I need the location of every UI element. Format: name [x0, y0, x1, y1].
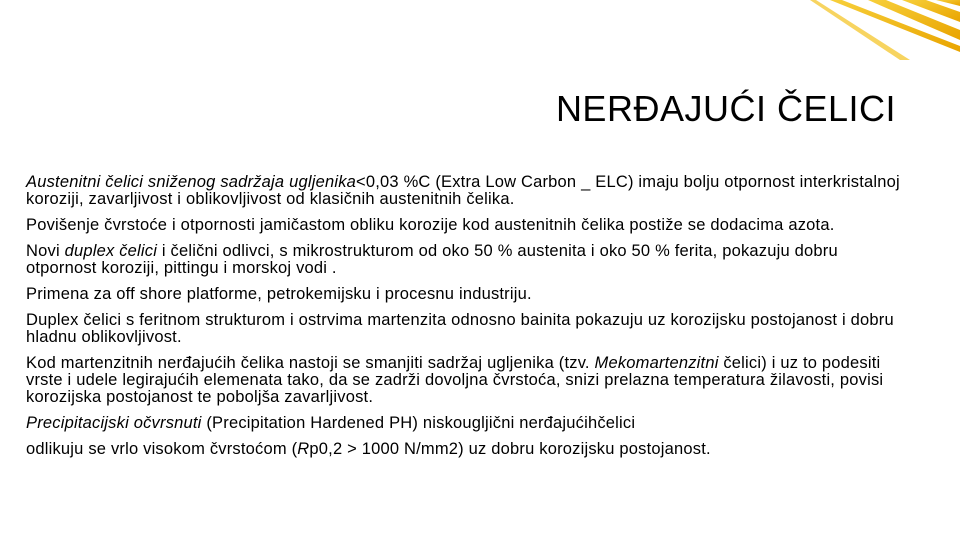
slide-body: [26, 174, 906, 466]
paragraph-strength: [26, 441, 906, 458]
italic-term: Mekomartenzitni: [594, 354, 719, 372]
paragraph-duplex-ferrite: [26, 312, 906, 346]
paragraph-text: (Precipitation Hardened PH) niskougljični nerđajućihčelici: [201, 414, 636, 432]
paragraph-text: i čelični odlivci, s mikrostrukturom od oko 50 % austenita i oko 50 % ferita, pokazuju dobru otpornost koroziji, pittingu i morskoj vodi .: [26, 242, 838, 277]
gold-stripes-decoration: [790, 0, 960, 60]
slide-title: NERĐAJUĆI ČELICI: [555, 88, 896, 129]
italic-term: duplex čelici: [64, 242, 158, 260]
paragraph-text: odlikuju se vrlo visokom čvrstoćom (: [26, 440, 298, 458]
paragraph-text: <0,03 %C (Extra Low Carbon _ ELC) imaju bolju otpornost interkristalnoj koroziji, zavarljivost i oblikovljivost od klasičnih austenitnih čelika.: [26, 173, 900, 208]
paragraph-precipitation: [26, 415, 906, 432]
paragraph-text: Kod martenzitnih nerđajućih čelika nastoji se smanjiti sadržaj ugljenika (tzv.: [26, 354, 595, 372]
paragraph-text: Primena za off shore platforme, petrokemijsku i procesnu industriju.: [26, 285, 532, 303]
paragraph-martensitic: [26, 355, 906, 406]
paragraph-application: [26, 286, 906, 303]
paragraph-text: Povišenje čvrstoće i otpornosti jamičastom obliku korozije kod austenitnih čelika postiže se dodacima azota.: [26, 216, 835, 234]
paragraph-duplex: [26, 243, 906, 277]
paragraph-text: čelici) i uz to podesiti vrste i udele legirajućih elemenata tako, da se zadrži dovoljna čvrstoća, snizi prelazna temperatura žilavosti, povisi korozijska postojanost te poboljša zavarljivost.: [26, 354, 884, 406]
paragraph-text: Novi: [26, 242, 65, 260]
paragraph-elc: [26, 174, 906, 208]
italic-term: Precipitacijski očvrsnuti: [26, 414, 202, 432]
italic-lead: Austenitni čelici sniženog sadržaja ugljenika: [26, 173, 357, 191]
paragraph-nitrogen: [26, 217, 906, 234]
paragraph-text: Duplex čelici s feritnom strukturom i ostrvima martenzita odnosno bainita pokazuju uz korozijsku postojanost i dobru hladnu oblikovljivost.: [26, 311, 894, 346]
paragraph-text: p0,2 > 1000 N/mm2) uz dobru korozijsku postojanost.: [309, 440, 711, 458]
italic-symbol: R: [297, 440, 310, 458]
